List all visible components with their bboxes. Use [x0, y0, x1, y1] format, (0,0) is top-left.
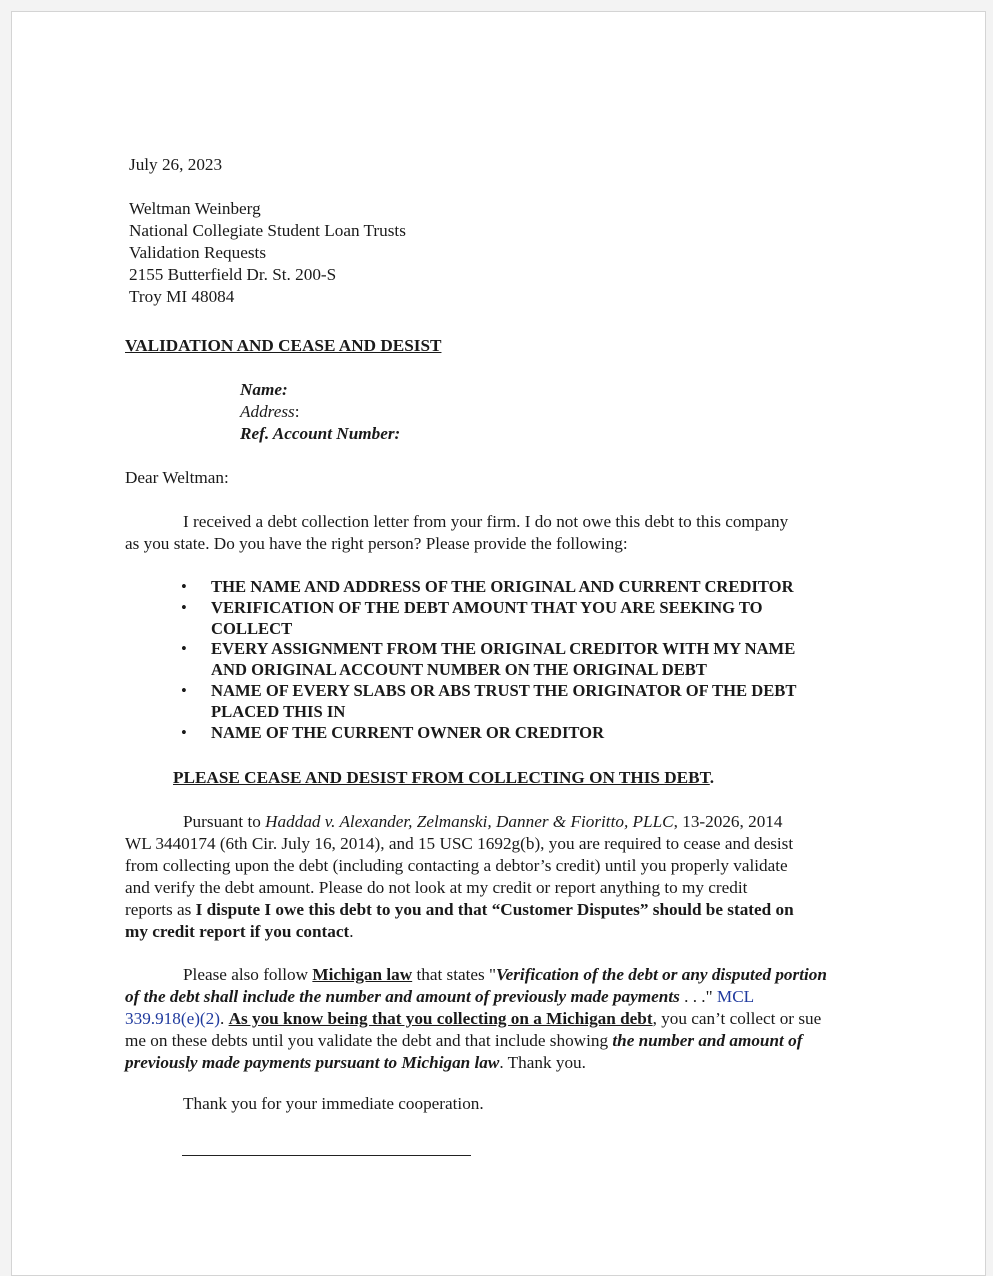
list-item-text: PLACED THIS IN: [211, 701, 346, 721]
recipient-line: 2155 Butterfield Dr. St. 200-S: [129, 265, 337, 284]
recipient-line: Weltman Weinberg: [129, 199, 261, 218]
dispute-statement: my credit report if you contact: [125, 922, 350, 941]
text-run: Please also follow: [183, 965, 313, 984]
case-citation: Haddad v. Alexander, Zelmanski, Danner & Fioritto, PLLC: [265, 812, 674, 831]
mcl-citation: 339.918(e)(2): [125, 1009, 220, 1028]
letter-date: July 26, 2023: [129, 155, 223, 174]
paragraph-line: WL 3440174 (6th Cir. July 16, 2014), and 15 USC 1692g(b), you are required to cease and desist: [125, 834, 794, 853]
statute-quote: of the debt shall include the number and amount of previously made payments: [125, 987, 680, 1006]
recipient-line: Validation Requests: [129, 243, 267, 262]
paragraph-line: [125, 986, 885, 1008]
paragraph-line: I received a debt collection letter from your firm. I do not owe this debt to this company: [183, 512, 789, 531]
list-item-text: COLLECT: [211, 618, 293, 638]
paragraph-line: [125, 1030, 885, 1052]
recipient-line: National Collegiate Student Loan Trusts: [129, 221, 406, 240]
list-item-text: THE NAME AND ADDRESS OF THE ORIGINAL AND CURRENT CREDITOR: [211, 577, 794, 596]
paragraph-line: [125, 964, 885, 986]
account-number-label: Ref. Account Number:: [240, 424, 401, 443]
text-run: me on these debts until you validate the debt and that include showing: [125, 1031, 613, 1050]
bullet: •: [181, 680, 187, 700]
cease-heading-period: .: [709, 768, 715, 787]
paragraph-line: [125, 899, 885, 921]
cease-heading: [173, 767, 714, 789]
text-run: , 13-2026, 2014: [673, 812, 783, 831]
address-label-colon: :: [294, 402, 300, 421]
bullet: •: [181, 722, 187, 742]
paragraph-line: [125, 811, 885, 833]
bullet: •: [181, 577, 187, 596]
reference-block: [240, 379, 400, 445]
name-label: Name:: [240, 380, 288, 399]
dispute-statement: I dispute I owe this debt to you and that “Customer Disputes” should be stated on: [195, 900, 794, 919]
mcl-citation: MCL: [716, 987, 755, 1006]
text-run: that states ": [412, 965, 497, 984]
closing-line: Thank you for your immediate cooperation.: [183, 1094, 484, 1113]
michigan-law-link[interactable]: Michigan law: [312, 965, 413, 984]
statute-quote: Verification of the debt or any disputed portion: [496, 965, 827, 984]
text-run: .: [219, 1009, 229, 1028]
text-run: Pursuant to: [183, 812, 266, 831]
subject-heading: VALIDATION AND CEASE AND DESIST: [125, 336, 442, 355]
paragraph-line: [125, 1008, 885, 1030]
cease-heading-text: PLEASE CEASE AND DESIST FROM COLLECTING ON THIS DEBT: [173, 768, 710, 787]
michigan-debt-statement: As you know being that you collecting on a Michigan debt: [228, 1009, 653, 1028]
text-run: reports as: [125, 900, 196, 919]
list-item: [162, 723, 796, 744]
list-item: [162, 598, 796, 640]
recipient-line: Troy MI 48084: [129, 287, 235, 306]
text-run: .: [349, 922, 354, 941]
letter-page: [11, 11, 986, 1276]
text-run: . Thank you.: [499, 1053, 586, 1072]
michigan-paragraph: [125, 964, 885, 1074]
paragraph-line: and verify the debt amount. Please do not look at my credit or report anything to my credit: [125, 878, 748, 897]
list-item: [162, 681, 796, 723]
paragraph-line: [125, 921, 885, 943]
paragraph-line: as you state. Do you have the right person? Please provide the following:: [125, 534, 628, 553]
recipient-address: [129, 198, 406, 308]
address-label-text: Address: [240, 402, 295, 421]
emphasis-text: the number and amount of: [612, 1031, 803, 1050]
list-item-text: NAME OF EVERY SLABS OR ABS TRUST THE ORIGINATOR OF THE DEBT: [211, 680, 797, 700]
signature-line: [182, 1155, 471, 1156]
list-item: [162, 639, 796, 681]
paragraph-line: from collecting upon the debt (including contacting a debtor’s credit) until you properly validate: [125, 856, 788, 875]
pursuant-paragraph: [125, 811, 885, 943]
paragraph-line: [125, 1052, 885, 1074]
list-item-text: VERIFICATION OF THE DEBT AMOUNT THAT YOU ARE SEEKING TO: [211, 597, 763, 617]
salutation: Dear Weltman:: [125, 468, 229, 487]
text-run: . . .": [679, 987, 717, 1006]
request-list: [162, 577, 796, 743]
address-label: [240, 401, 400, 423]
text-run: , you can’t collect or sue: [652, 1009, 822, 1028]
intro-paragraph: [125, 511, 885, 555]
list-item-text: AND ORIGINAL ACCOUNT NUMBER ON THE ORIGINAL DEBT: [211, 660, 707, 680]
bullet: •: [181, 639, 187, 659]
list-item-text: EVERY ASSIGNMENT FROM THE ORIGINAL CREDITOR WITH MY NAME: [211, 639, 796, 659]
bullet: •: [181, 597, 187, 617]
emphasis-text: previously made payments pursuant to Michigan law: [125, 1053, 500, 1072]
list-item: [162, 577, 796, 598]
list-item-text: NAME OF THE CURRENT OWNER OR CREDITOR: [211, 722, 605, 742]
